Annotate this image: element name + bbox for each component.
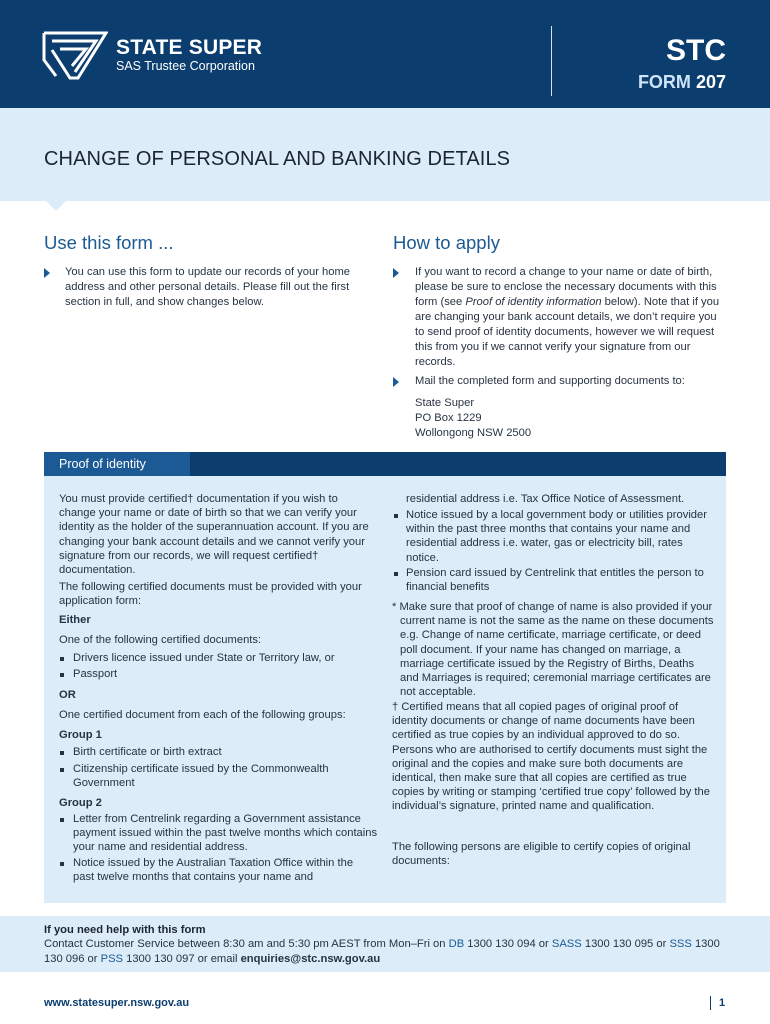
bullet-square-icon (60, 751, 64, 755)
proof-following: The following certified documents must be provided with your application form: (59, 581, 362, 608)
use-form-heading: Use this form ... (44, 232, 174, 253)
mail-address (415, 396, 715, 441)
proof-intro: You must provide certified† documentation if you wish to change your name or date of birth so that we can verify your identity as the holder of the superannuation account. If you are changing your bank account details and we cannot verify your signature from our records, we will request certified† documentation. (59, 493, 369, 577)
proof-identity-ref: Proof of identity information (465, 296, 602, 308)
address-line: PO Box 1229 (415, 412, 482, 424)
one-each-text: One certified document from each of the following groups: (59, 709, 346, 721)
bullet-arrow-icon (44, 268, 50, 278)
footer-url-link[interactable]: www.statesuper.nsw.gov.au (44, 997, 190, 1009)
group1-item: Birth certificate or birth extract (73, 746, 222, 758)
email-link[interactable]: enquiries@stc.nsw.gov.au (240, 953, 381, 965)
name-change-note: * Make sure that proof of change of name is also provided if your current name is not the same as the name on these documents e.g. Change of name certificate, marriage certificate, or deed poll document. If your name has changed on marriage, a marriage certificate issued by the Registry of Births, Deaths and Marriages is required; ceremonial marriage certificates are not acceptable. (392, 601, 714, 699)
or-label: OR (59, 689, 76, 701)
bullet-square-icon (394, 514, 398, 518)
bullet-square-icon (60, 818, 64, 822)
org-title: STATE SUPER (116, 36, 263, 59)
group2-item-continued: residential address i.e. Tax Office Notice of Assessment. (406, 493, 685, 505)
group2-item: Letter from Centrelink regarding a Government assistance payment issued within the past twelve months which contains your name and residential address. (73, 813, 378, 854)
either-item: Passport (73, 668, 118, 680)
how-apply-heading: How to apply (393, 232, 500, 253)
pss-phone: 1300 130 097 or email (123, 953, 241, 965)
proof-tab (44, 452, 190, 476)
footer-divider (710, 996, 711, 1010)
bullet-square-icon (394, 572, 398, 576)
state-super-logo-icon (42, 30, 108, 80)
bullet-square-icon (60, 657, 64, 661)
sass-scheme: SASS (551, 938, 582, 950)
form-code: STC (666, 34, 726, 67)
bullet-square-icon (60, 673, 64, 677)
address-line: State Super (415, 397, 475, 409)
group2-item: Notice issued by the Australian Taxation Office within the past twelve months that contains your name and (73, 857, 354, 884)
title-notch (46, 201, 66, 211)
org-subtitle: SAS Trustee Corporation (116, 59, 255, 73)
form-label: FORM (637, 72, 691, 92)
group2-item: Pension card issued by Centrelink that entitles the person to financial benefits (406, 567, 704, 594)
page-title: CHANGE OF PERSONAL AND BANKING DETAILS (44, 148, 511, 170)
how-apply-text-1b: below). Note that if you are changing your bank account details, we don’t require you to send proof of identity documents, however we will request this from you if we cannot verify your signature from our records. (415, 296, 720, 368)
title-band (0, 108, 770, 201)
group2-label: Group 2 (59, 797, 102, 809)
eligible-persons-text: The following persons are eligible to certify copies of original documents: (392, 841, 691, 868)
proof-tab-label: Proof of identity (59, 457, 146, 471)
help-title: If you need help with this form (44, 924, 206, 936)
page-number: 1 (719, 997, 726, 1009)
how-apply-text-1a: If you want to record a change to your name or date of birth, please be sure to enclose the necessary documents with this form (see (415, 266, 717, 308)
sss-scheme: SSS (669, 938, 692, 950)
use-form-text: You can use this form to update our records of your home address and other personal details. Please fill out the first section in full, and show changes below. (65, 266, 351, 308)
certified-note: † Certified means that all copied pages of original proof of identity documents or change of name documents have been certified as true copies by an individual approved to do so. Persons who are authorised to certify documents must sight the original and the copies and make sure both documents are identical, then make sure that all copies are certified as true copies by writing or stamping ‘certified true copy’ followed by the individual’s signature, printed name and qualification. (392, 701, 710, 813)
either-label: Either (59, 614, 91, 626)
bullet-arrow-icon (393, 377, 399, 387)
sass-phone: 1300 130 095 or (581, 938, 670, 950)
how-apply-text-1 (415, 265, 725, 370)
group1-label: Group 1 (59, 729, 102, 741)
form-number-value: 207 (695, 72, 726, 92)
bullet-arrow-icon (393, 268, 399, 278)
help-text (44, 937, 734, 967)
help-text-intro: Contact Customer Service between 8:30 am and 5:30 pm AEST from Mon–Fri on (44, 938, 449, 950)
how-apply-text-2: Mail the completed form and supporting documents to: (415, 375, 685, 387)
form-number (638, 72, 726, 93)
bullet-square-icon (60, 768, 64, 772)
header-divider (551, 26, 552, 96)
one-of-text: One of the following certified documents: (59, 634, 262, 646)
address-line: Wollongong NSW 2500 (415, 427, 532, 439)
group1-item: Citizenship certificate issued by the Commonwealth Government (73, 763, 329, 790)
db-phone: 1300 130 094 or (464, 938, 552, 950)
pss-scheme: PSS (100, 953, 123, 965)
bullet-square-icon (60, 862, 64, 866)
db-scheme: DB (448, 938, 465, 950)
group2-item: Notice issued by a local government body or utilities provider within the past three months that contains your name and residential address i.e. water, gas or electricity bill, rates notice. (406, 509, 707, 564)
sss-phone: 1300 130 096 or (44, 938, 720, 965)
either-item: Drivers licence issued under State or Territory law, or (73, 652, 335, 664)
